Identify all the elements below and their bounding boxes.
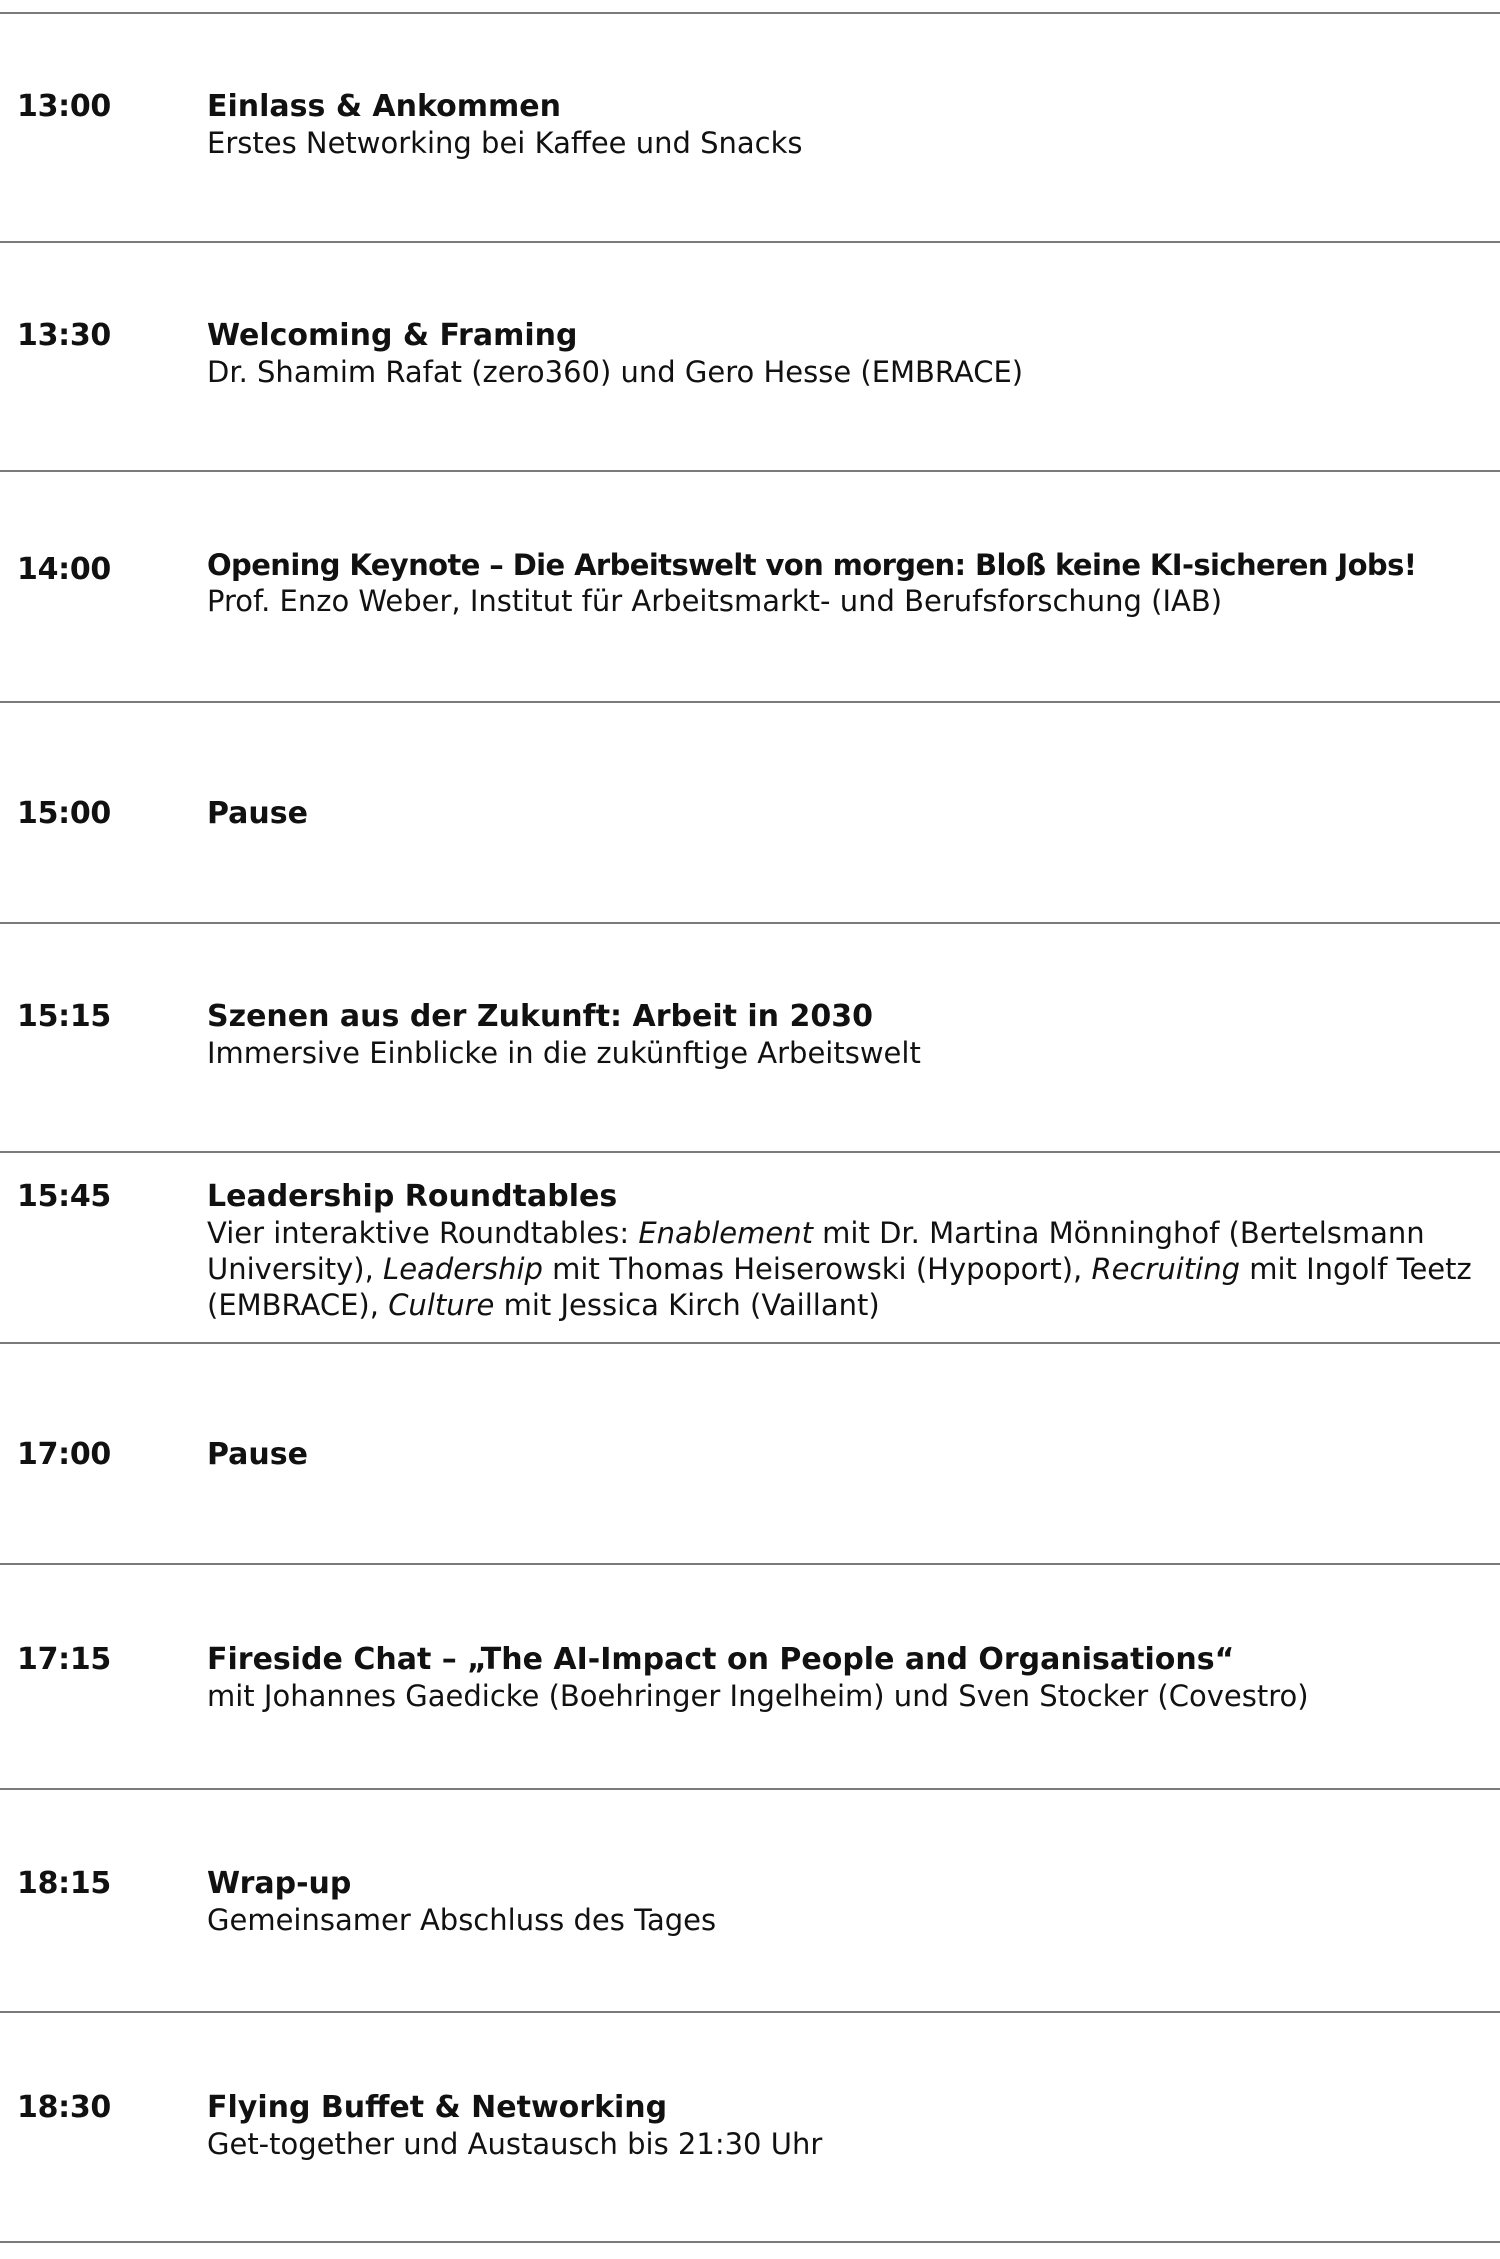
- agenda-subtitle: Get-together und Austausch bis 21:30 Uhr: [207, 2127, 823, 2161]
- agenda-title: Flying Buffet & Networking: [207, 2090, 668, 2125]
- agenda-content: [207, 999, 1487, 1071]
- agenda-time: 13:00: [17, 89, 111, 124]
- agenda-content: [207, 1437, 1487, 1473]
- row-divider: [0, 922, 1500, 924]
- row-divider: [0, 1563, 1500, 1565]
- agenda-description: [207, 1215, 1487, 1323]
- agenda-time: 18:15: [17, 1866, 111, 1901]
- agenda-title: Wrap-up: [207, 1866, 352, 1901]
- agenda-subtitle: Gemeinsamer Abschluss des Tages: [207, 1903, 717, 1937]
- roundtable-topic: Enablement: [638, 1216, 813, 1250]
- agenda-content: [207, 796, 1487, 832]
- agenda-title: Welcoming & Framing: [207, 318, 578, 353]
- row-divider: [0, 1151, 1500, 1153]
- roundtable-host: mit Ingolf Teetz (EMBRACE),: [207, 1252, 1472, 1322]
- agenda-time: 13:30: [17, 318, 111, 353]
- agenda-time: 15:15: [17, 999, 111, 1034]
- agenda-time: 15:45: [17, 1179, 111, 1214]
- agenda-title: Opening Keynote – Die Arbeitswelt von morgen: Bloß keine KI-sicheren Jobs!: [207, 548, 1417, 582]
- description-intro: Vier interaktive Roundtables:: [207, 1216, 639, 1250]
- row-divider: [0, 241, 1500, 243]
- row-divider: [0, 701, 1500, 703]
- agenda-subtitle: Dr. Shamim Rafat (zero360) und Gero Hesse (EMBRACE): [207, 355, 1024, 389]
- roundtable-topic: Recruiting: [1091, 1252, 1240, 1286]
- row-divider: [0, 1342, 1500, 1344]
- roundtable-host: mit Jessica Kirch (Vaillant): [494, 1288, 880, 1322]
- agenda-subtitle: Erstes Networking bei Kaffee und Snacks: [207, 126, 803, 160]
- agenda-content: [207, 318, 1487, 390]
- agenda-subtitle: Prof. Enzo Weber, Institut für Arbeitsmarkt- und Berufsforschung (IAB): [207, 584, 1223, 618]
- row-divider: [0, 2241, 1500, 2243]
- agenda-time: 15:00: [17, 796, 111, 831]
- row-divider: [0, 1788, 1500, 1790]
- agenda-title: Pause: [207, 1437, 308, 1472]
- agenda-content: [207, 89, 1487, 161]
- agenda-content: [207, 547, 1487, 619]
- agenda-subtitle: Immersive Einblicke in die zukünftige Arbeitswelt: [207, 1036, 921, 1070]
- agenda-title: Pause: [207, 796, 308, 831]
- agenda-title: Szenen aus der Zukunft: Arbeit in 2030: [207, 999, 873, 1034]
- roundtable-host: mit Thomas Heiserowski (Hypoport),: [542, 1252, 1092, 1286]
- agenda-time: 17:15: [17, 1642, 111, 1677]
- agenda-content: [207, 1179, 1487, 1323]
- agenda-content: [207, 2090, 1487, 2162]
- roundtable-topic: Culture: [388, 1288, 495, 1322]
- agenda-time: 18:30: [17, 2090, 111, 2125]
- agenda-content: [207, 1866, 1487, 1938]
- row-divider: [0, 12, 1500, 14]
- agenda-time: 14:00: [17, 552, 111, 587]
- agenda-title: Einlass & Ankommen: [207, 89, 561, 124]
- roundtable-host: mit Dr. Martina Mönninghof (Bertelsmann University),: [207, 1216, 1425, 1286]
- row-divider: [0, 470, 1500, 472]
- row-divider: [0, 2011, 1500, 2013]
- agenda-subtitle: mit Johannes Gaedicke (Boehringer Ingelheim) und Sven Stocker (Covestro): [207, 1679, 1309, 1713]
- agenda-title: Leadership Roundtables: [207, 1179, 618, 1214]
- agenda-time: 17:00: [17, 1437, 111, 1472]
- roundtable-topic: Leadership: [383, 1252, 543, 1286]
- agenda-title: Fireside Chat – „The AI-Impact on People and Organisations“: [207, 1642, 1235, 1677]
- agenda-content: [207, 1642, 1487, 1714]
